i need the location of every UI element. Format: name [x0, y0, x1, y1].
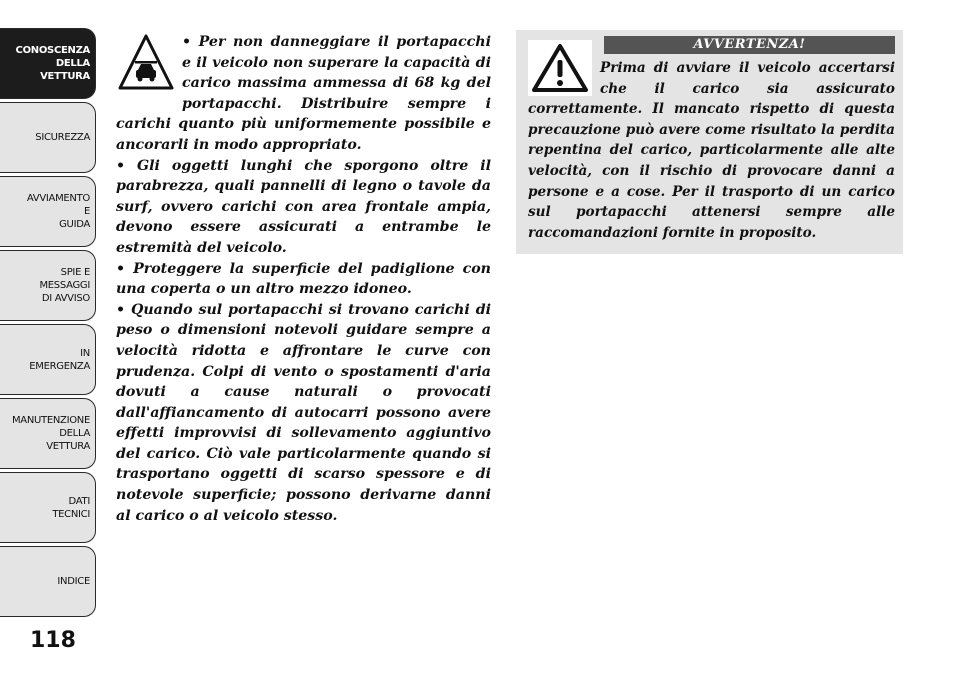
tab-conoscenza-della-vettura[interactable]: CONOSCENZA DELLA VETTURA [0, 28, 96, 99]
warning-title: AVVERTENZA! [604, 36, 895, 54]
paragraph-oggetti-lunghi: • Gli oggetti lunghi che sporgono oltre il parabrezza, quali pannelli di legno o tavole da surf, ovvero carichi con area frontale ampia, devono essere assicurati a entrambe le estremità del veicolo. [116, 157, 491, 256]
paragraph-proteggere: • Proteggere la superficie del padiglione con una coperta o un altro mezzo idoneo. [116, 260, 491, 298]
tab-indice[interactable]: INDICE [0, 546, 96, 617]
paragraph-carichi-pesanti: • Quando sul portapacchi si trovano carichi di peso o dimensioni notevoli guidare sempre a velocità ridotta e affrontare le curve con prudenza. Colpi di vento o spostamenti d'aria dovuti a cause naturali o provocati dall'affiancamento di autocarri possono avere effetti improvvisi di sollevamento aggiuntivo del carico. Ciò vale particolarmente quando si trasportano oggetti di scarso spessore e di notevole superficie; possono derivarne danni al carico o al veicolo stesso. [116, 301, 491, 524]
car-warning-triangle-icon [116, 32, 176, 94]
tab-avviamento-e-guida[interactable]: AVVIAMENTO E GUIDA [0, 176, 96, 247]
tab-spie-e-messaggi[interactable]: SPIE E MESSAGGI DI AVVISO [0, 250, 96, 321]
warning-text: Prima di avviare il veicolo accertarsi che il carico sia assicurato correttamente. Il mancato rispetto di questa precauzione può avere come risultato la perdita repentina del carico, particolarmente alle alte velocità, con il rischio di provocare danni a persone e a cose. Per il trasporto di un carico sul portapacchi attenersi sempre alle raccomandazioni fornite in proposito. [528, 60, 895, 241]
page-number: 118 [30, 628, 76, 653]
tab-in-emergenza[interactable]: IN EMERGENZA [0, 324, 96, 395]
paragraph-capacita: • Per non danneggiare il portapacchi e il veicolo non superare la capacità di carico massima ammessa di 68 kg del portapacchi. Distribuire sempre i carichi quanto più uniformemente possibile e ancorarli in modo appropriato. [116, 34, 491, 153]
tab-dati-tecnici[interactable]: DATI TECNICI [0, 472, 96, 543]
warning-body [528, 58, 895, 243]
warning-triangle-icon [528, 40, 592, 96]
left-column [116, 32, 491, 526]
tab-sicurezza[interactable]: SICUREZZA [0, 102, 96, 173]
tab-manutenzione[interactable]: MANUTENZIONE DELLA VETTURA [0, 398, 96, 469]
warning-box [516, 30, 903, 254]
